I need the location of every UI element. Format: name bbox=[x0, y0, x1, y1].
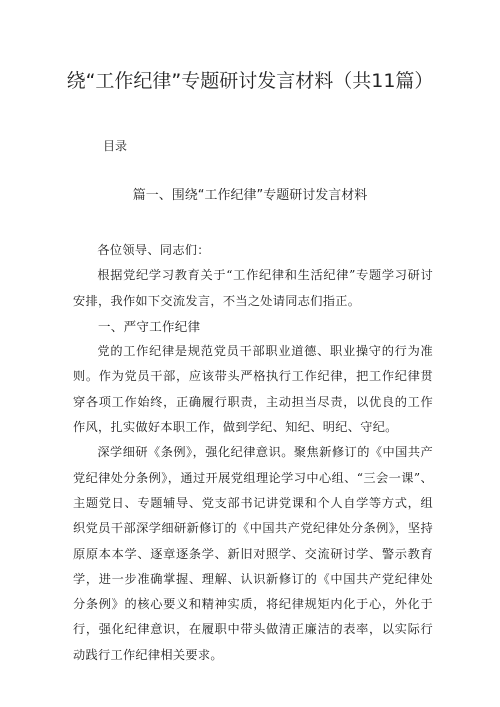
salutation: 各位领导、同志们： bbox=[97, 243, 210, 257]
body-paragraph: 党的工作纪律是规范党员干部职业道德、职业操守的行为准则。作为党员干部，应该带头严格执行工作纪律，把工作纪律贯穿各项工作始终，正确履行职责，主动担当尽责，以优良的工作作风，扎实做好本职工作，做到学纪、知纪、明纪、守纪。 bbox=[73, 344, 433, 435]
toc-label: 目录 bbox=[103, 139, 128, 153]
document-title: 绕“工作纪律”专题研讨发言材料（共11篇） bbox=[66, 70, 434, 92]
body-paragraph: 深学细研《条例》，强化纪律意识。聚焦新修订的《中国共产党纪律处分条例》，通过开展党组理论学习中心组、“三会一课”、主题党日、专题辅导、党支部书记讲党课和个人自学等方式，组织党员干部深学细研新修订的《中国共产党纪律处分条例》，坚持原原本本学、逐章逐条学、新旧对照学、交流研讨学、警示教育学，进一步准确掌握、理解、认识新修订的《中国共产党纪律处分条例》的核心要义和精神实质，将纪律规矩内化于心，外化于行，强化纪律意识，在履职中带头做清正廉洁的表率，以实际行动践行工作纪律相关要求。 bbox=[73, 445, 433, 662]
document-body bbox=[73, 238, 433, 668]
chapter-title: 篇一、围绕“工作纪律”专题研讨发言材料 bbox=[132, 188, 368, 203]
intro-paragraph: 根据党纪学习教育关于“工作纪律和生活纪律”专题学习研讨安排，我作如下交流发言，不当之处请同志们指正。 bbox=[73, 268, 433, 308]
section-heading: 一、严守工作纪律 bbox=[98, 318, 201, 334]
